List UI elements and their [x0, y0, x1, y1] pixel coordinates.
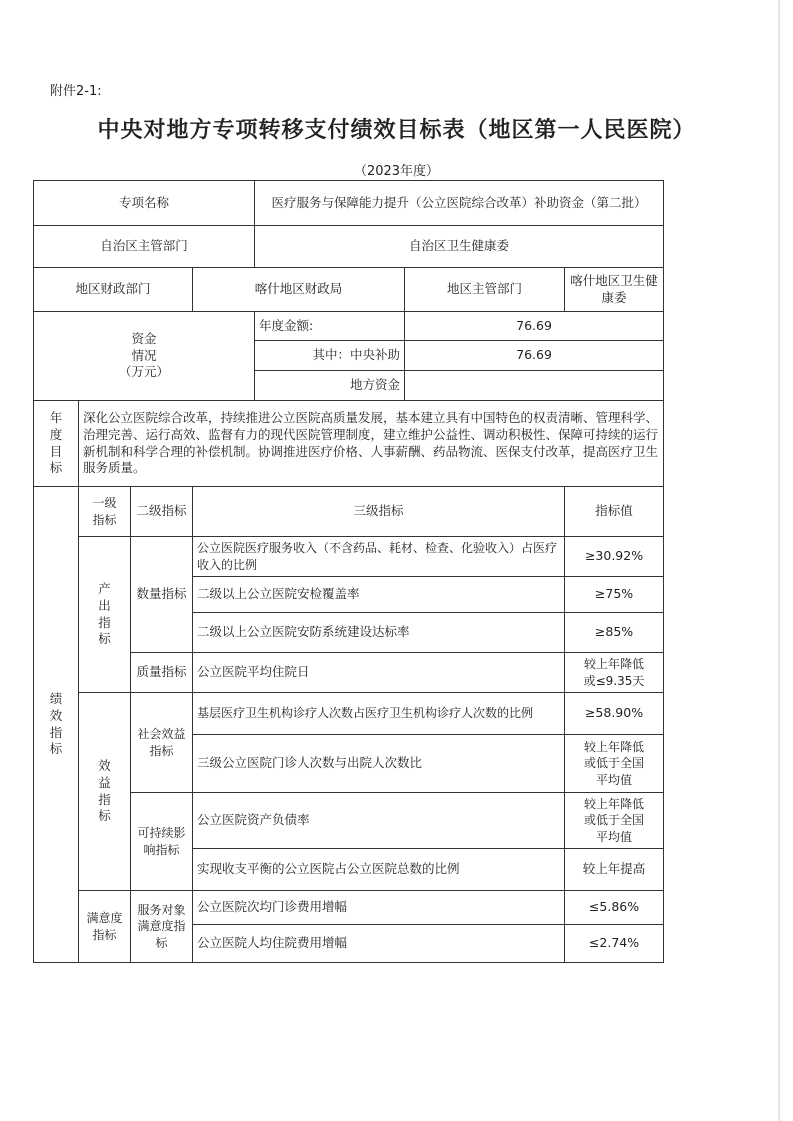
indicator-value: ≥85%: [565, 613, 664, 653]
scan-edge-line: [778, 0, 780, 1121]
attachment-label: 附件2-1:: [50, 84, 102, 99]
year-label: （2023年度）: [353, 164, 440, 179]
funds-local-value: [405, 371, 664, 401]
social-benefit-label: 社会效益 指标: [131, 693, 193, 793]
indicator-value: 较上年降低 或≤9.35天: [565, 653, 664, 693]
indicator-name: 基层医疗卫生机构诊疗人次数占医疗卫生机构诊疗人次数的比例: [193, 693, 565, 735]
sustainable-label: 可持续影 响指标: [131, 793, 193, 891]
service-satisfaction-label: 服务对象 满意度指 标: [131, 891, 193, 963]
project-value: 医疗服务与保障能力提升（公立医院综合改革）补助资金（第二批）: [255, 181, 664, 226]
local-finance-label: 地区财政部门: [34, 268, 193, 312]
indicator-value: ≥75%: [565, 577, 664, 613]
project-label: 专项名称: [34, 181, 255, 226]
quality-label: 质量指标: [131, 653, 193, 693]
funds-local-label: 地方资金: [255, 371, 405, 401]
indicators-header-row: [34, 487, 664, 537]
local-finance-value: 喀什地区财政局: [193, 268, 405, 312]
indicator-name: 公立医院次均门诊费用增幅: [193, 891, 565, 925]
satisfaction-label: 满意度 指标: [79, 891, 131, 963]
project-row: [34, 181, 664, 226]
indicator-value: ≥58.90%: [565, 693, 664, 735]
output-label: 产 出 指 标: [79, 537, 131, 693]
region-dept-label: 自治区主管部门: [34, 226, 255, 268]
indicator-value: ≤5.86%: [565, 891, 664, 925]
funds-annual-row: [34, 312, 664, 341]
indicator-value: 较上年降低 或低于全国 平均值: [565, 793, 664, 849]
funds-central-value: 76.69: [405, 341, 664, 371]
funds-central-label: 其中：中央补助: [255, 341, 405, 371]
table-row: [34, 537, 664, 577]
indicator-name: 二级以上公立医院安防系统建设达标率: [193, 613, 565, 653]
performance-target-table: [33, 180, 664, 963]
indicator-name: 二级以上公立医院安检覆盖率: [193, 577, 565, 613]
table-row: [34, 891, 664, 925]
header-level1: 一级 指标: [79, 487, 131, 537]
goal-text: 深化公立医院综合改革，持续推进公立医院高质量发展，基本建立具有中国特色的权责清晰、管理科学、治理完善、运行高效、监督有力的现代医院管理制度，建立维护公益性、调动积极性、保障可持续的运行新机制和科学合理的补偿机制。协调推进医疗价格、人事薪酬、药品物流、医保支付改革，提高医疗卫生服务质量。: [79, 401, 664, 487]
header-level3: 三级指标: [193, 487, 565, 537]
indicator-value: ≥30.92%: [565, 537, 664, 577]
indicators-label: 绩 效 指 标: [34, 487, 79, 963]
indicator-name: 公立医院人均住院费用增幅: [193, 925, 565, 963]
header-level2: 二级指标: [131, 487, 193, 537]
indicator-value: 较上年降低 或低于全国 平均值: [565, 735, 664, 793]
goal-row: [34, 401, 664, 487]
page-title: 中央对地方专项转移支付绩效目标表（地区第一人民医院）: [97, 118, 696, 143]
table-row: [34, 693, 664, 735]
indicator-name: 公立医院平均住院日: [193, 653, 565, 693]
indicator-name: 公立医院资产负债率: [193, 793, 565, 849]
benefit-label: 效 益 指 标: [79, 693, 131, 891]
indicator-name: 实现收支平衡的公立医院占公立医院总数的比例: [193, 849, 565, 891]
region-dept-value: 自治区卫生健康委: [255, 226, 664, 268]
funds-annual-value: 76.69: [405, 312, 664, 341]
funds-label: 资金 情况 （万元）: [34, 312, 255, 401]
indicator-value: ≤2.74%: [565, 925, 664, 963]
indicator-name: 三级公立医院门诊人次数与出院人次数比: [193, 735, 565, 793]
local-dept-row: [34, 268, 664, 312]
indicator-name: 公立医院医疗服务收入（不含药品、耗材、检查、化验收入）占医疗收入的比例: [193, 537, 565, 577]
local-dept-label: 地区主管部门: [405, 268, 565, 312]
header-value: 指标值: [565, 487, 664, 537]
indicator-value: 较上年提高: [565, 849, 664, 891]
quantity-label: 数量指标: [131, 537, 193, 653]
local-dept-value: 喀什地区卫生健康委: [565, 268, 664, 312]
funds-annual-label: 年度金额:: [255, 312, 405, 341]
region-dept-row: [34, 226, 664, 268]
goal-label: 年 度 目 标: [34, 401, 79, 487]
